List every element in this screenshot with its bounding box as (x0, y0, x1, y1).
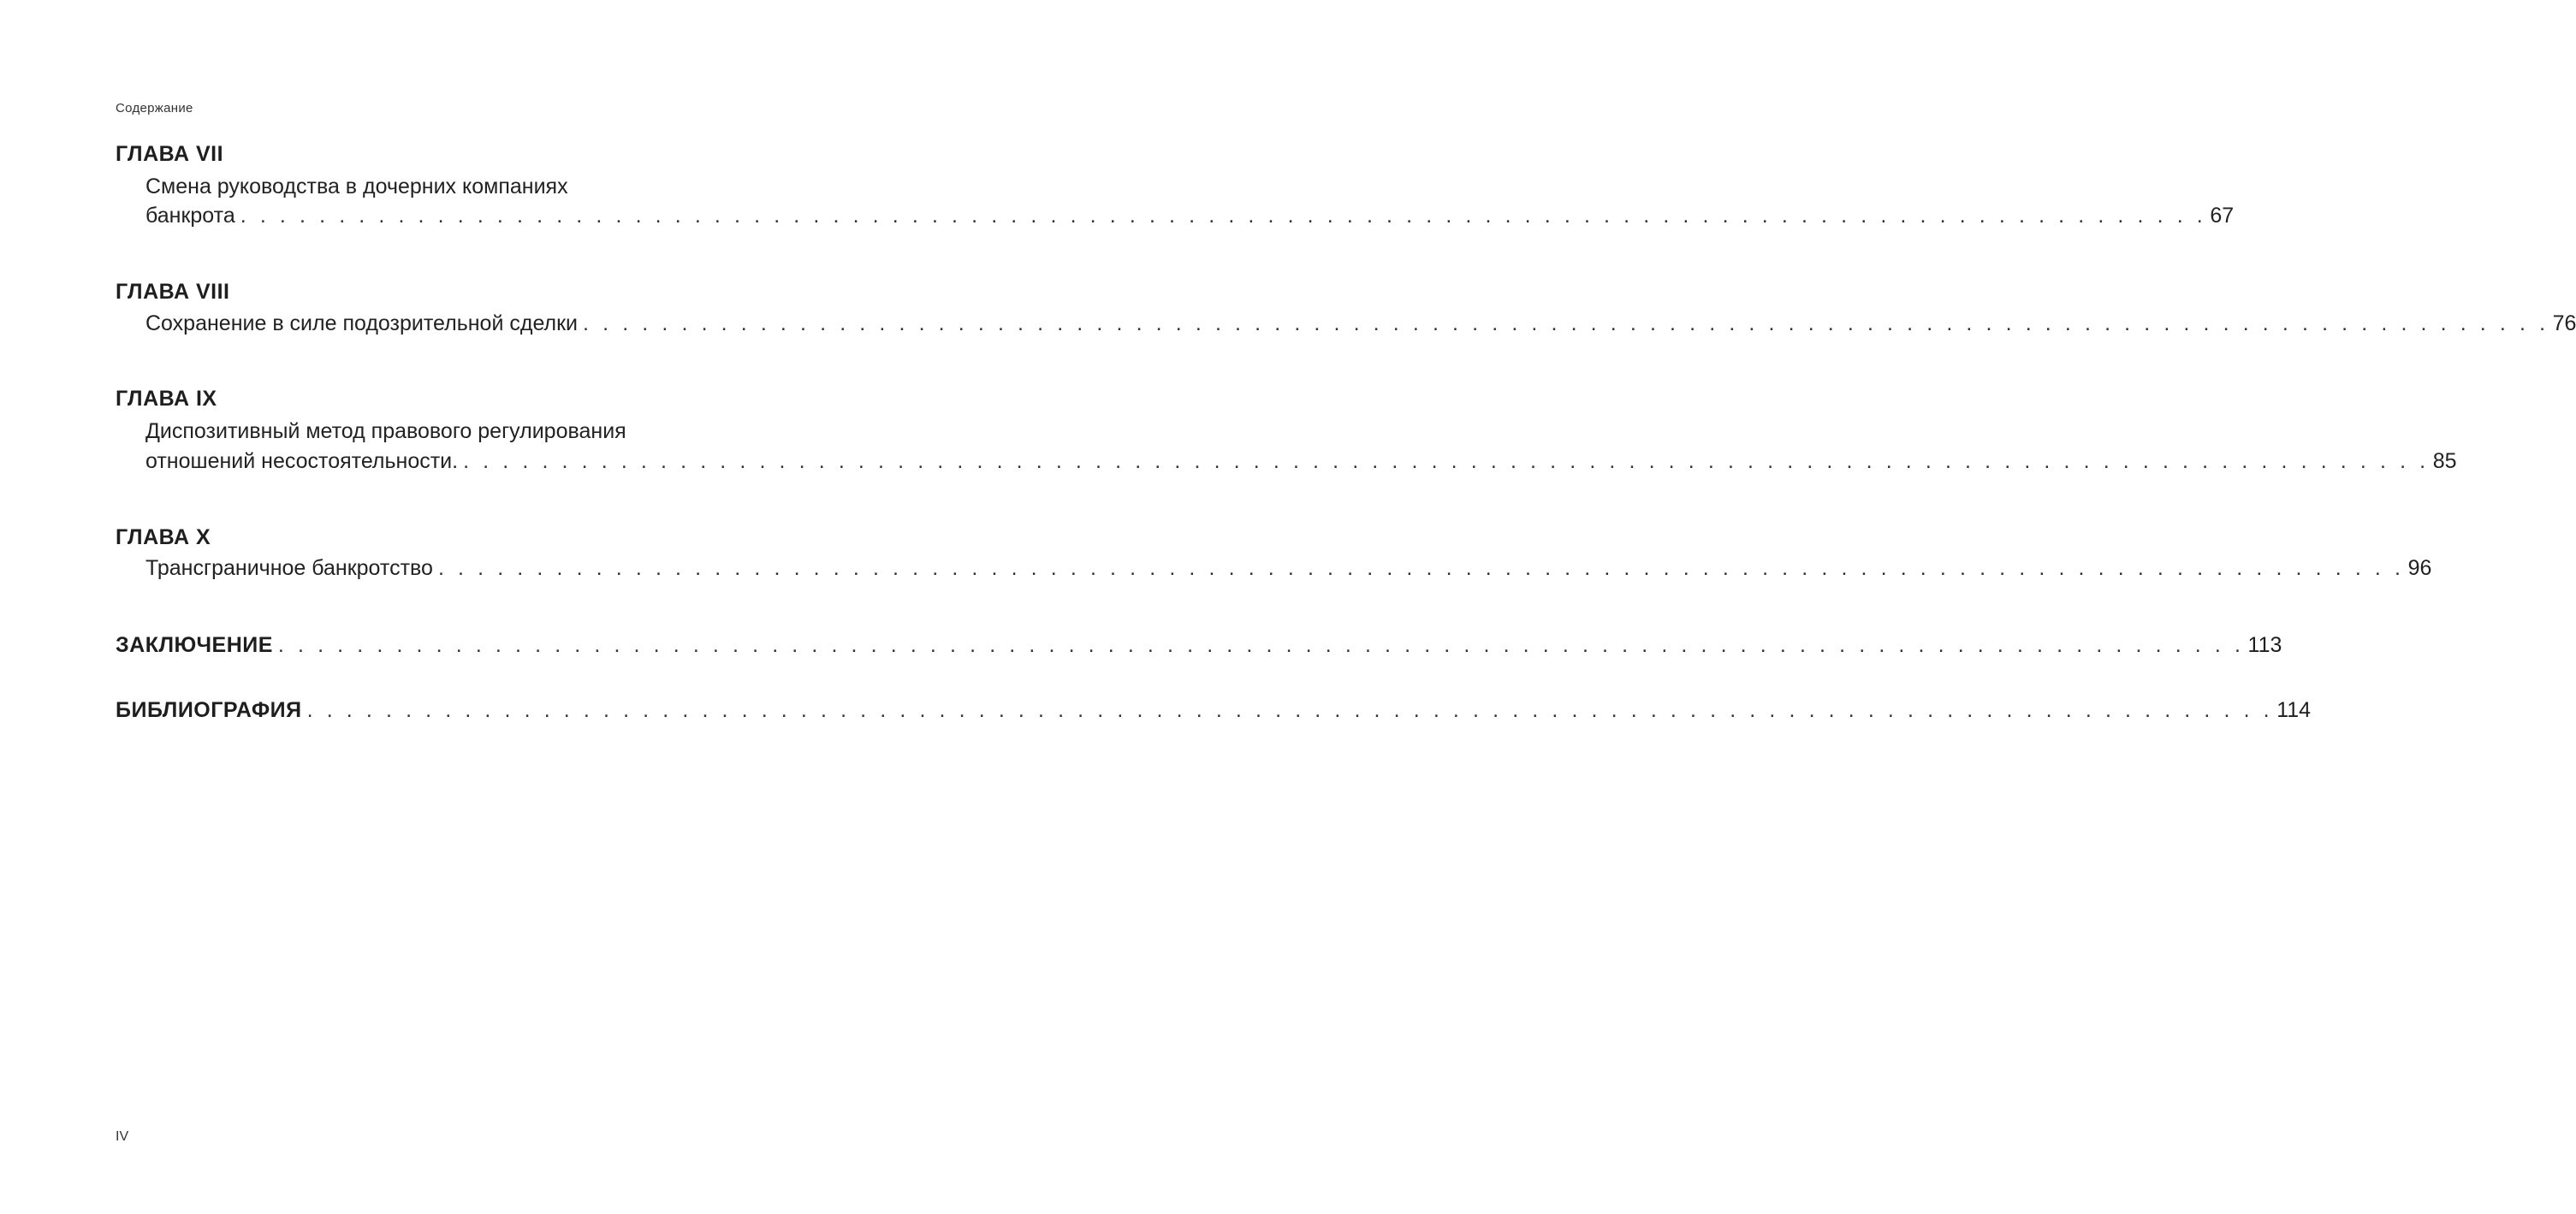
leader-dots: . . . . . . . . . . . . . . . . . . . . . . . . . . . . . . . . . . . . . . . . . . . . . . . . . . . . . . . . . . . . . . . . . . . . . . . . . . . . . . . . . . . . . . . . . . . . . . . . . . . . (583, 311, 2549, 335)
toc-page-number: 67 (2210, 204, 2235, 228)
toc-chapter-label: ГЛАВА VII (116, 142, 224, 166)
page-number: IV (116, 1129, 129, 1144)
toc-entry-title: Трансграничное банкротство (145, 556, 433, 580)
toc-chapter-label: ГЛАВА IX (116, 387, 217, 411)
toc-section-label: ЗАКЛЮЧЕНИЕ (116, 633, 273, 657)
toc-entry-title: Диспозитивный метод правового регулирования (145, 419, 626, 443)
toc-entry[interactable] (145, 555, 2432, 581)
leader-dots: . . . . . . . . . . . . . . . . . . . . . . . . . . . . . . . . . . . . . . . . . . . . . . . . . . . . . . . . . . . . . . . . . . . . . . . . . . . . . . . . . . . . . . . . . . . . . . . . . . . . (306, 698, 2274, 722)
toc-chapter-label: ГЛАВА VIII (116, 280, 230, 304)
leader-dots: . . . . . . . . . . . . . . . . . . . . . . . . . . . . . . . . . . . . . . . . . . . . . . . . . . . . . . . . . . . . . . . . . . . . . . . . . . . . . . . . . . . . . . . . . . . . . . . . . . . . (437, 556, 2405, 580)
leader-dots: . . . . . . . . . . . . . . . . . . . . . . . . . . . . . . . . . . . . . . . . . . . . . . . . . . . . . . . . . . . . . . . . . . . . . . . . . . . . . . . . . . . . . . . . . . . . . . . . . . . . (240, 204, 2207, 228)
toc-page-number: 96 (2407, 556, 2432, 580)
toc-section[interactable] (116, 632, 2282, 658)
leader-dots: . . . . . . . . . . . . . . . . . . . . . . . . . . . . . . . . . . . . . . . . . . . . . . . . . . . . . . . . . . . . . . . . . . . . . . . . . . . . . . . . . . . . . . . . . . . . . . . . . . . . (463, 449, 2430, 473)
toc-section-label: БИБЛИОГРАФИЯ (116, 698, 302, 722)
toc-entry[interactable] (145, 448, 2457, 474)
toc-entry[interactable] (145, 311, 2576, 336)
toc-entry-title: отношений несостоятельности. (145, 449, 459, 473)
toc-entry-title: Сохранение в силе подозрительной сделки (145, 311, 579, 335)
running-head: Содержание (116, 101, 193, 115)
toc-section[interactable] (116, 697, 2312, 723)
toc-page-number: 85 (2432, 449, 2457, 473)
leader-dots: . . . . . . . . . . . . . . . . . . . . . . . . . . . . . . . . . . . . . . . . . . . . . . . . . . . . . . . . . . . . . . . . . . . . . . . . . . . . . . . . . . . . . . . . . . . . . . . . . . . . (277, 633, 2245, 657)
toc-page-number: 113 (2247, 633, 2282, 657)
toc-entry-title: банкрота (145, 204, 235, 228)
toc-chapter-label: ГЛАВА X (116, 525, 211, 549)
toc-entry-title: Смена руководства в дочерних компаниях (145, 175, 568, 198)
toc-page-number: 114 (2276, 698, 2312, 722)
toc-entry[interactable] (145, 203, 2235, 228)
toc-page-number: 76 (2552, 311, 2576, 335)
